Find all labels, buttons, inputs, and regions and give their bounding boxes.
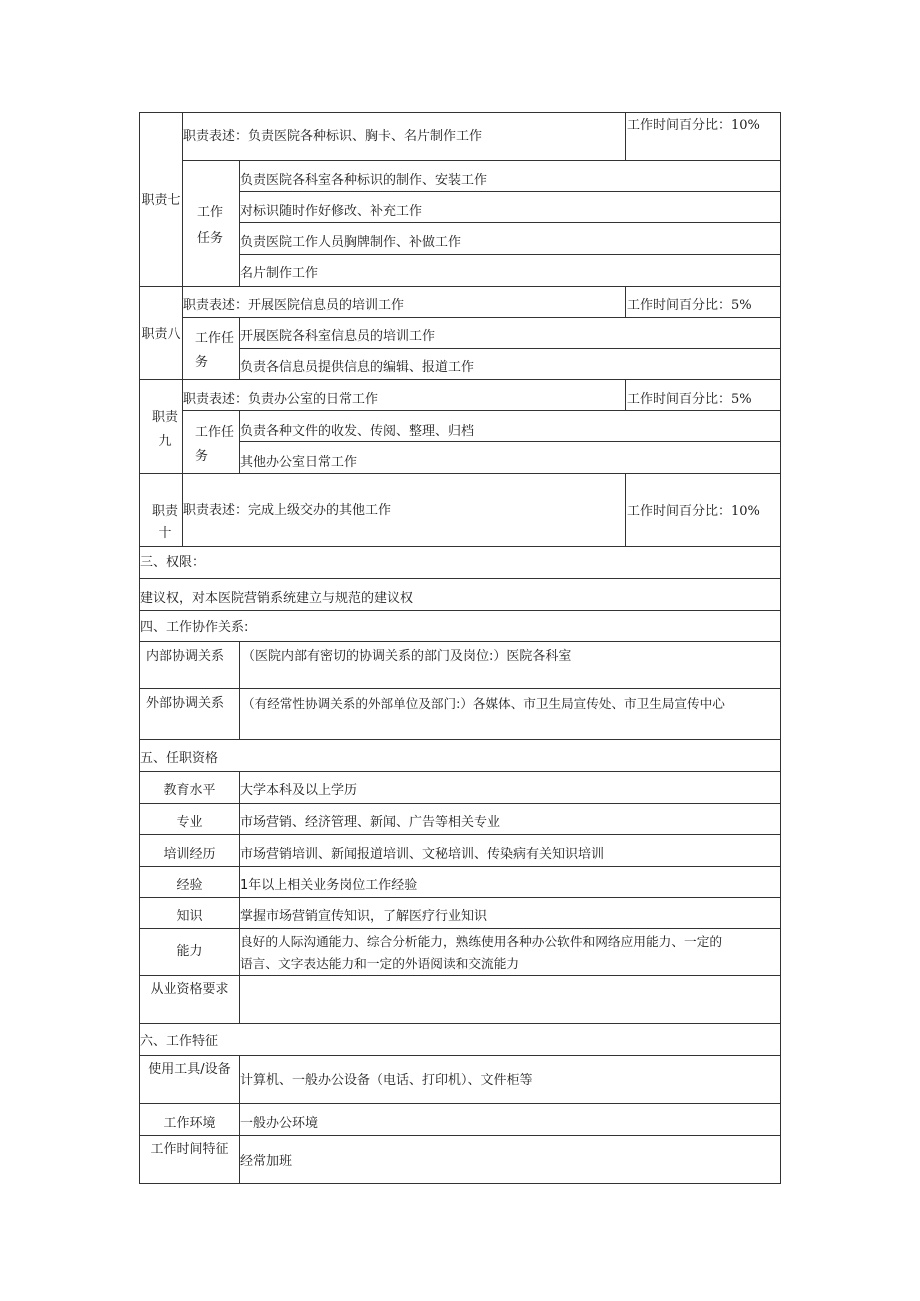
qualification-value: 市场营销、经济管理、新闻、广告等相关专业 bbox=[240, 815, 501, 830]
qualification-label: 教育水平 bbox=[163, 783, 216, 798]
duty-column-divider bbox=[182, 112, 183, 546]
task-item: 负责医院工作人员胸牌制作、补做工作 bbox=[240, 235, 462, 250]
percent-column-divider bbox=[625, 112, 626, 160]
qualification-value: 良好的人际沟通能力、综合分析能力，熟练使用各种办公软件和网络应用能力、一定的 bbox=[240, 934, 723, 949]
external-relations-label: 外部协调关系 bbox=[146, 696, 225, 711]
section-heading-relations: 四、工作协作关系: bbox=[140, 620, 249, 635]
section-heading-features: 六、工作特征 bbox=[140, 1034, 219, 1049]
internal-relations-label: 内部协调关系 bbox=[146, 649, 225, 664]
external-relations-text: （有经常性协调关系的外部单位及部门:）各媒体、市卫生局宣传处、市卫生局宣传中心 bbox=[242, 696, 725, 711]
duty-statement: 职责表述：完成上级交办的其他工作 bbox=[183, 503, 392, 518]
feature-label: 工作时间特征 bbox=[150, 1142, 229, 1157]
time-percentage: 工作时间百分比：10% bbox=[627, 118, 760, 133]
tasks-label: 工作任务 bbox=[195, 425, 235, 464]
task-item: 负责各信息员提供信息的编辑、报道工作 bbox=[240, 360, 475, 375]
qualification-label: 专业 bbox=[176, 815, 203, 830]
qualification-label: 培训经历 bbox=[163, 847, 216, 862]
duty-label: 职责九 bbox=[151, 410, 178, 449]
label-column-divider bbox=[239, 641, 240, 739]
qualification-label: 能力 bbox=[176, 944, 203, 959]
internal-relations-text: （医院内部有密切的协调关系的部门及岗位:）医院各科室 bbox=[242, 649, 572, 664]
task-item: 名片制作工作 bbox=[240, 266, 319, 281]
table-border-bottom bbox=[139, 1183, 781, 1184]
qualification-value: 市场营销培训、新闻报道培训、文秘培训、传染病有关知识培训 bbox=[240, 847, 605, 862]
duty-statement: 职责表述：开展医院信息员的培训工作 bbox=[183, 298, 405, 313]
qualification-value: 大学本科及以上学历 bbox=[240, 783, 358, 798]
task-item: 负责医院各科室各种标识的制作、安装工作 bbox=[240, 173, 488, 188]
qualification-value: 1年以上相关业务岗位工作经验 bbox=[240, 878, 418, 893]
duty-label: 职责八 bbox=[141, 327, 181, 342]
qualification-label: 经验 bbox=[176, 878, 203, 893]
tasks-label: 工作任务 bbox=[195, 331, 235, 370]
tasks-label: 工作任务 bbox=[196, 205, 223, 246]
qualification-label: 从业资格要求 bbox=[150, 982, 229, 997]
feature-value: 经常加班 bbox=[240, 1154, 293, 1169]
feature-value: 计算机、一般办公设备（电话、打印机）、文件柜等 bbox=[240, 1073, 533, 1088]
feature-label: 使用工具/设备 bbox=[148, 1062, 231, 1077]
duty-statement: 职责表述：负责医院各种标识、胸卡、名片制作工作 bbox=[183, 129, 483, 144]
duty-label: 职责七 bbox=[141, 193, 181, 208]
time-percentage: 工作时间百分比：10% bbox=[627, 504, 760, 519]
feature-value: 一般办公环境 bbox=[240, 1116, 319, 1131]
qualification-value: 掌握市场营销宣传知识，了解医疗行业知识 bbox=[240, 909, 488, 924]
time-percentage: 工作时间百分比：5% bbox=[627, 392, 752, 407]
task-item: 其他办公室日常工作 bbox=[240, 455, 358, 470]
feature-label: 工作环境 bbox=[163, 1116, 216, 1131]
task-item: 对标识随时作好修改、补充工作 bbox=[240, 204, 423, 219]
qualification-label: 知识 bbox=[176, 909, 203, 924]
task-item: 开展医院各科室信息员的培训工作 bbox=[240, 329, 436, 344]
table-border-top bbox=[139, 112, 781, 113]
duty-label: 职责十 bbox=[151, 504, 178, 541]
time-percentage: 工作时间百分比：5% bbox=[627, 298, 752, 313]
task-item: 负责各种文件的收发、传阅、整理、归档 bbox=[240, 424, 475, 439]
section-heading-qualifications: 五、任职资格 bbox=[140, 751, 219, 766]
authority-text: 建议权，对本医院营销系统建立与规范的建议权 bbox=[140, 591, 414, 606]
qualification-value: 语言、文字表达能力和一定的外语阅读和交流能力 bbox=[240, 956, 520, 971]
duty-statement: 职责表述：负责办公室的日常工作 bbox=[183, 392, 379, 407]
section-heading-authority: 三、权限： bbox=[140, 555, 206, 570]
